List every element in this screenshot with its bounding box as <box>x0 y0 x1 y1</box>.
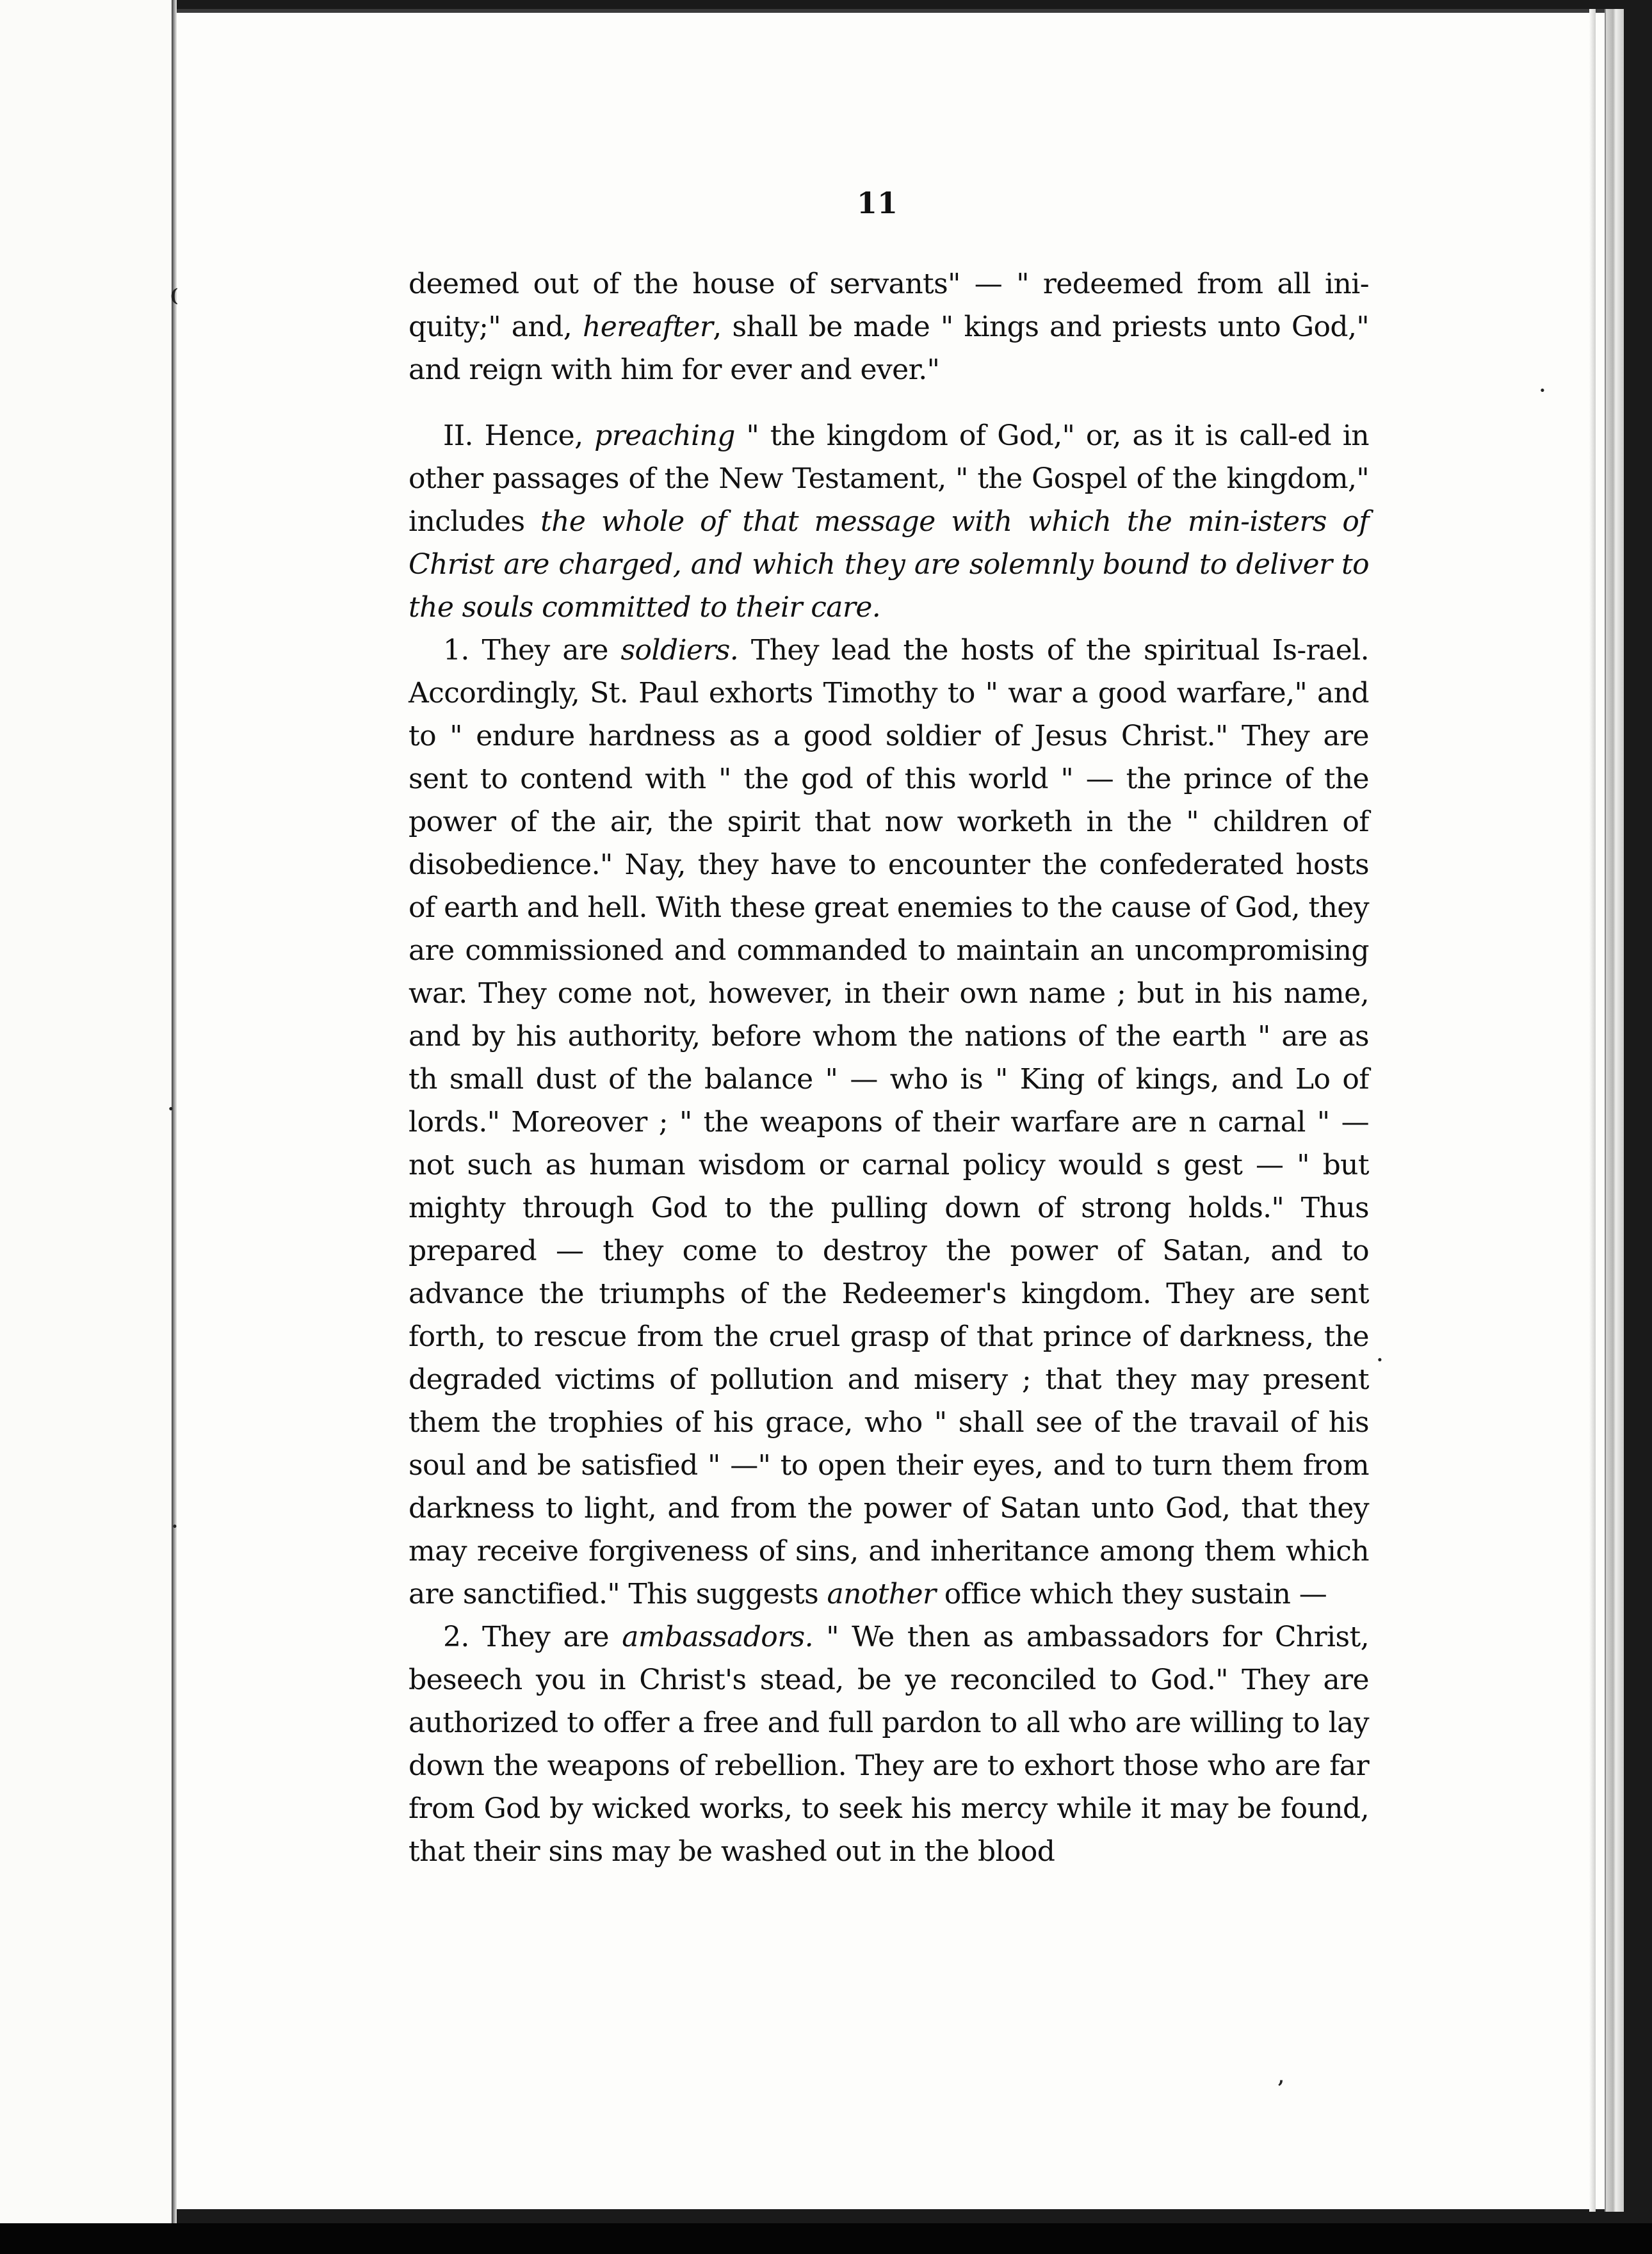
margin-mark: · <box>172 1516 178 1537</box>
text-run: They lead the hosts of the spiritual Is-rael. Accordingly, St. Paul exhorts Timothy to " war a good warfare," and to " endure hardness as a good soldier of Jesus Christ." They are sent to contend with " the god of this world " — the prince of the power of the air, the spirit that now worketh in the " children of disobedience." Nay, they have to encounter the confederated hosts of earth and hell. With these great enemies to the cause of God, they are commissioned and commanded to maintain an uncompromising war. They come not, however, in their own name ; but in his name, and by his authority, before whom the nations of the earth " are as th small dust of the balance " — who is " King of kings, and Lo of lords." Moreover ; " the weapons of their warfare are n carnal " — not such as human wisdom or carnal policy would s gest — " but mighty through God to the pulling down of strong holds." Thus prepared — they come to destroy the power of Satan, and to advance the triumphs of the Redeemer's kingdom. They are sent forth, to rescue from the cruel grasp of that prince of darkness, the degraded victims of pollution and misery ; that they may present them the trophies of his grace, who " shall see of the travail of his soul and be satisfied " —" to open their eyes, and to turn them from darkness to light, and from the power of Satan unto God, that they may receive forgiveness of sins, and inheritance among them which are sanctified." This suggests <box>409 634 1369 1610</box>
stacked-page-edges <box>1605 9 1624 2212</box>
text-run: , shall be made " kings and priests unto God," and reign with him for ever and ever." <box>409 311 1370 386</box>
text-run: " the kingdom of God," or, as it is call-ed in other passages of the New Testament, " the Gospel of the kingdom," includes <box>409 419 1370 538</box>
italic-text-run: another <box>827 1578 936 1610</box>
margin-mark: · <box>1377 1349 1383 1370</box>
italic-text-run: ambassadors. <box>622 1621 813 1653</box>
italic-text-run: the whole of that message with which the min-isters of Christ are charged, and which they are solemnly bound to deliver to the souls committed to their care. <box>409 505 1369 624</box>
text-run: 1. They are <box>443 634 621 667</box>
text-run: " We then as ambassadors for Christ, beseech you in Christ's stead, be ye reconciled to God." They are authorized to offer a free and full pardon to all who are willing to lay down the weapons of rebellion. They are to exhort those who are far from God by wicked works, to seek his mercy while it may be found, that their sins may be washed out in the blood <box>409 1621 1369 1868</box>
italic-text-run: preaching <box>594 419 735 452</box>
margin-mark: , <box>1278 2066 1284 2088</box>
paragraph-ambassadors <box>409 1616 1369 1873</box>
paragraph-soldiers <box>409 629 1369 1616</box>
italic-text-run: soldiers. <box>620 634 739 667</box>
page-edge-shadow <box>1589 9 1596 2212</box>
body-text <box>409 263 1369 1873</box>
margin-mark: · <box>1539 380 1546 401</box>
text-run: 2. They are <box>443 1621 622 1653</box>
page-number: 11 <box>856 186 898 220</box>
margin-mark: · <box>168 1098 174 1119</box>
text-run: office which they sustain — <box>935 1578 1327 1610</box>
text-run: deemed out of the house of servants" — " redeemed from all ini-quity;" and, <box>409 268 1369 343</box>
text-run: II. Hence, <box>443 419 595 452</box>
paragraph-continuation <box>409 263 1369 391</box>
left-page <box>0 0 175 2223</box>
margin-mark: ( <box>170 285 179 306</box>
italic-text-run: hereafter <box>582 311 713 343</box>
scan-bottom-border <box>0 2223 1652 2254</box>
paragraph-gap <box>409 391 1369 414</box>
paragraph-section-ii <box>409 414 1369 629</box>
